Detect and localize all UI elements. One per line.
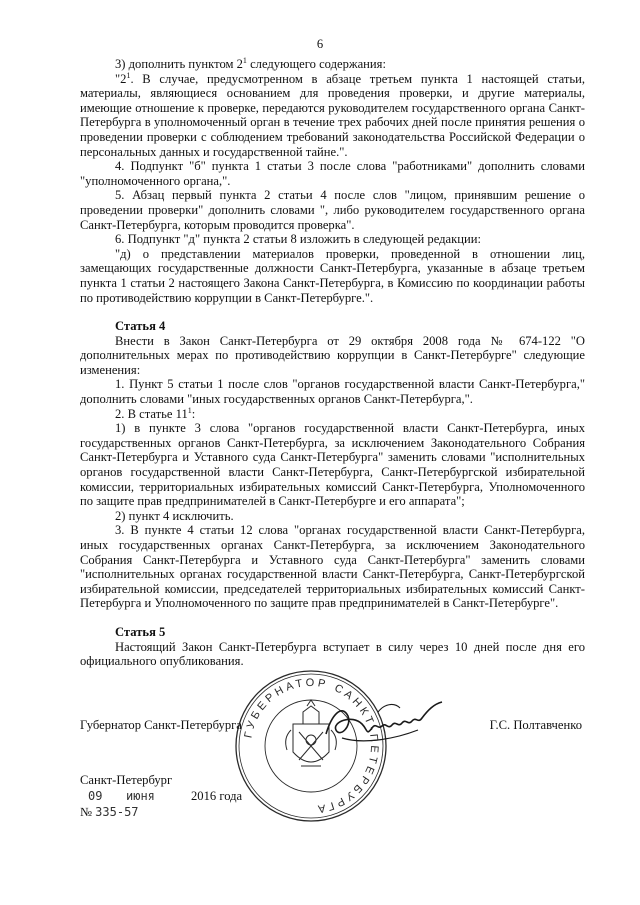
date-year: 2016 года [191,789,243,803]
superscript: 1 [187,405,192,415]
text-segment: Статья 5 [115,624,166,639]
text-segment: следующего содержания: [246,57,386,71]
governor-label: Губернатор Санкт-Петербурга [80,718,242,732]
text-segment: 3) дополнить пунктом 2 [115,57,243,71]
article-heading [80,625,585,640]
text-segment: 5. Абзац первый пункта 2 статьи 4 после слов "лицом, принявшим решение о проведении проверки" дополнить словами ", либо руководителем государственного органа Санкт-Петербурга, которым проводится проверка". [80,188,585,232]
text-segment: 2. В статье 11 [115,406,188,421]
paragraph [80,377,585,406]
document-number-prefix: № [80,805,96,819]
paragraph [80,334,585,378]
governor-name: Г.С. Полтавченко [489,718,582,732]
paragraph [80,159,585,188]
text-segment: 1. Пункт 5 статьи 1 после слов "органов государственной власти Санкт-Петербурга," дополнить словами "иных государственных органов Санкт-Петербурга,". [80,377,585,407]
paragraph [80,509,585,524]
handwritten-signature [322,694,450,750]
paragraph [80,247,585,305]
signing-place: Санкт-Петербург [80,773,173,787]
paragraph [80,407,585,422]
page-number: 6 [316,37,324,51]
paragraph [80,232,585,247]
text-segment: 2) пункт 4 исключить. [115,508,234,523]
text-segment: Статья 4 [115,319,166,334]
text-segment: 1) в пункте 3 слова "органов государственной власти Санкт-Петербурга, иных государственных органов Санкт-Петербурга, за исключением Законодательного Собрания Санкт-Петербурга и Уставного суда Санкт-Петербурга" заменить словами "исполнительных органов государственной власти Санкт-Петербурга, Санкт-Петербургской избирательной комиссии, территориальных избирательных комиссий Санкт-Петербурга, Уполномоченного по защите прав предпринимателей в Санкт-Петербурге и его аппарата"; [80,421,585,509]
coat-of-arms-icon [286,700,337,766]
official-seal [233,668,389,824]
text-segment: 3. В пункте 4 статьи 12 слова "органах государственной власти Санкт-Петербурга, иных государственных органах Санкт-Петербурга, за исключением Законодательного Собрания Санкт-Петербурга и Уставного суда Санкт-Петербурга" заменить словами "исполнительных органах государственной власти Санкт-Петербурга, Санкт-Петербургской избирательной комиссии, председателей территориальных избирательных комиссий Санкт-Петербурга и Уполномоченного по защите прав предпринимателей в Санкт-Петербурге". [80,523,585,611]
text-segment: Внести в Закон Санкт-Петербурга от 29 октября 2008 года № 674-122 "О дополнительных мерах по противодействию коррупции в Санкт-Петербурге" следующие изменения: [80,333,585,377]
paragraph [80,640,585,669]
text-segment: Настоящий Закон Санкт-Петербурга вступает в силу через 10 дней после дня его официального опубликования. [80,639,585,669]
superscript: 1 [126,70,131,80]
paragraph [80,72,585,160]
article-heading [80,319,585,334]
text-segment: : [191,406,196,421]
paragraph [80,188,585,232]
paragraph [80,57,585,72]
text-segment: "2 [115,71,127,86]
document-number [80,805,139,820]
text-segment: 6. Подпункт "д" пункта 2 статьи 8 изложить в следующей редакции: [115,232,481,247]
date-month: июня [126,789,155,803]
text-segment: . В случае, предусмотренном в абзаце третьем пункта 1 настоящей статьи, материалы, являющиеся основанием для проведения проверки, и другие материалы, имеющие отношение к проверке, передаются руководителем государственного органа Санкт-Петербурга в уполномоченный орган в течение трех рабочих дней после принятия решения о проведении проверки с соблюдением требований законодательства Российской Федерации о персональных данных и государственной тайне.". [80,71,585,159]
text-segment: 4. Подпункт "б" пункта 1 статьи 3 после слова "работниками" дополнить словами "уполномоченного органа,". [80,159,585,188]
text-segment: "д) о представлении материалов проверки, проведенной в отношении лиц, замещающих государственные должности Санкт-Петербурга, указанные в абзаце третьем пункта 1 статьи 2 настоящего Закона Санкт-Петербурга, в Комиссию по координации работы по противодействию коррупции в Санкт-Петербурге.". [80,246,585,305]
document-number-value: 335-57 [95,805,139,819]
paragraph [80,523,585,611]
date-day: 09 [88,789,103,803]
svg-text:ГУБЕРНАТОР САНКТ-ПЕТЕРБУРГА: ГУБЕРНАТОР САНКТ-ПЕТЕРБУРГА [242,676,381,816]
paragraph [80,421,585,509]
superscript: 1 [242,56,247,65]
document-body [80,57,585,669]
